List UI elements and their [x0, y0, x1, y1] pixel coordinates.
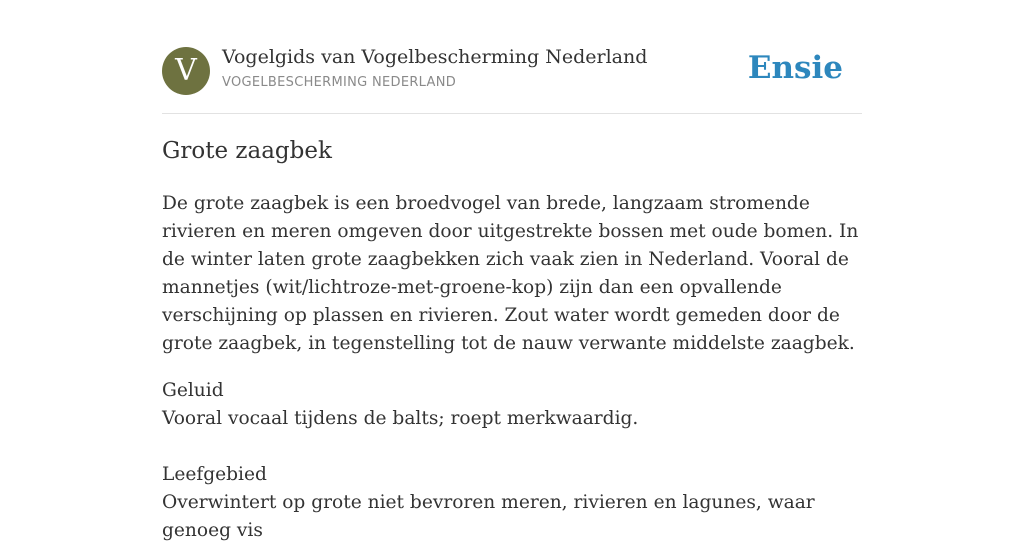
section-geluid — [162, 377, 862, 433]
entry-body — [162, 190, 862, 545]
section-heading: Leefgebied — [162, 464, 267, 485]
section-spacer — [162, 433, 862, 461]
section-text: Overwintert op grote niet bevroren meren, rivieren en lagunes, waar genoeg vis — [162, 492, 815, 541]
section-heading: Geluid — [162, 380, 224, 401]
page-container — [162, 0, 862, 541]
entry-intro: De grote zaagbek is een broedvogel van brede, langzaam stromende rivieren en meren omgeven door uitgestrekte bossen met oude bomen. In de winter laten grote zaagbekken zich vaak zien in Nederland. Vooral de mannetjes (wit/lichtroze-met-groene-kop) zijn dan een opvallende verschijning op plassen en rivieren. Zout water wordt gemeden door de grote zaagbek, in tegenstelling tot de nauw verwante middelste zaagbek. — [162, 193, 859, 354]
source-title-link[interactable]: Vogelgids van Vogelbescherming Nederland — [222, 46, 648, 68]
section-leefgebied — [162, 461, 862, 545]
source-header — [162, 0, 862, 114]
source-avatar[interactable]: V — [162, 47, 210, 95]
entry-title: Grote zaagbek — [162, 138, 332, 164]
section-text: Vooral vocaal tijdens de balts; roept merkwaardig. — [162, 408, 639, 429]
source-subtitle-link[interactable]: VOGELBESCHERMING NEDERLAND — [222, 75, 457, 90]
ensie-logo-link[interactable]: Ensie — [747, 50, 843, 86]
